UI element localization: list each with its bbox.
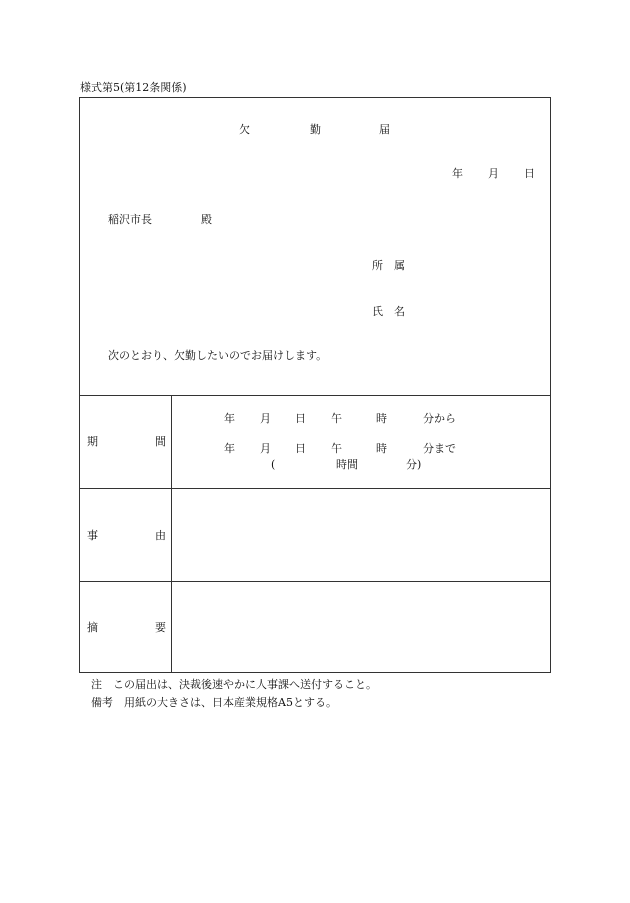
duration-open: (	[271, 458, 276, 471]
to-minute: 分まで	[423, 442, 456, 455]
form-frame	[79, 97, 551, 673]
statement-text: 次のとおり、欠勤したいのでお届けします。	[108, 349, 328, 362]
form-label: 様式第5(第12条関係)	[80, 81, 187, 94]
summary-label-char-1: 摘	[87, 621, 98, 634]
divider-header	[79, 395, 551, 396]
title-char-1: 欠	[239, 123, 250, 136]
to-month: 月	[260, 442, 271, 455]
period-label-char-2: 間	[155, 435, 166, 448]
addressee-honorific: 殿	[201, 213, 212, 226]
affiliation-char-1: 所	[372, 259, 383, 272]
duration-hours: 時間	[336, 458, 358, 471]
from-month: 月	[260, 412, 271, 425]
affiliation-char-2: 属	[394, 259, 405, 272]
from-year: 年	[224, 412, 235, 425]
divider-period	[79, 488, 551, 489]
to-year: 年	[224, 442, 235, 455]
title-char-3: 届	[379, 123, 390, 136]
title-char-2: 勤	[310, 123, 321, 136]
summary-label-char-2: 要	[155, 621, 166, 634]
date-year: 年	[452, 167, 463, 180]
to-hour: 時	[376, 442, 387, 455]
divider-label-column	[171, 395, 172, 673]
note-text: 注 この届出は、決裁後速やかに人事課へ送付すること。	[91, 678, 377, 691]
reason-label-char-1: 事	[87, 529, 98, 542]
period-label-char-1: 期	[87, 435, 98, 448]
to-ampm: 午	[331, 442, 342, 455]
name-char-2: 名	[394, 305, 405, 318]
from-minute: 分から	[423, 412, 456, 425]
date-day: 日	[524, 167, 535, 180]
to-day: 日	[295, 442, 306, 455]
divider-reason	[79, 581, 551, 582]
reason-label-char-2: 由	[155, 529, 166, 542]
from-hour: 時	[376, 412, 387, 425]
duration-minutes: 分)	[406, 458, 422, 471]
from-ampm: 午	[331, 412, 342, 425]
date-month: 月	[488, 167, 499, 180]
from-day: 日	[295, 412, 306, 425]
addressee-name: 稲沢市長	[108, 213, 152, 226]
name-char-1: 氏	[372, 305, 383, 318]
remark-text: 備考 用紙の大きさは、日本産業規格A5とする。	[91, 696, 337, 709]
